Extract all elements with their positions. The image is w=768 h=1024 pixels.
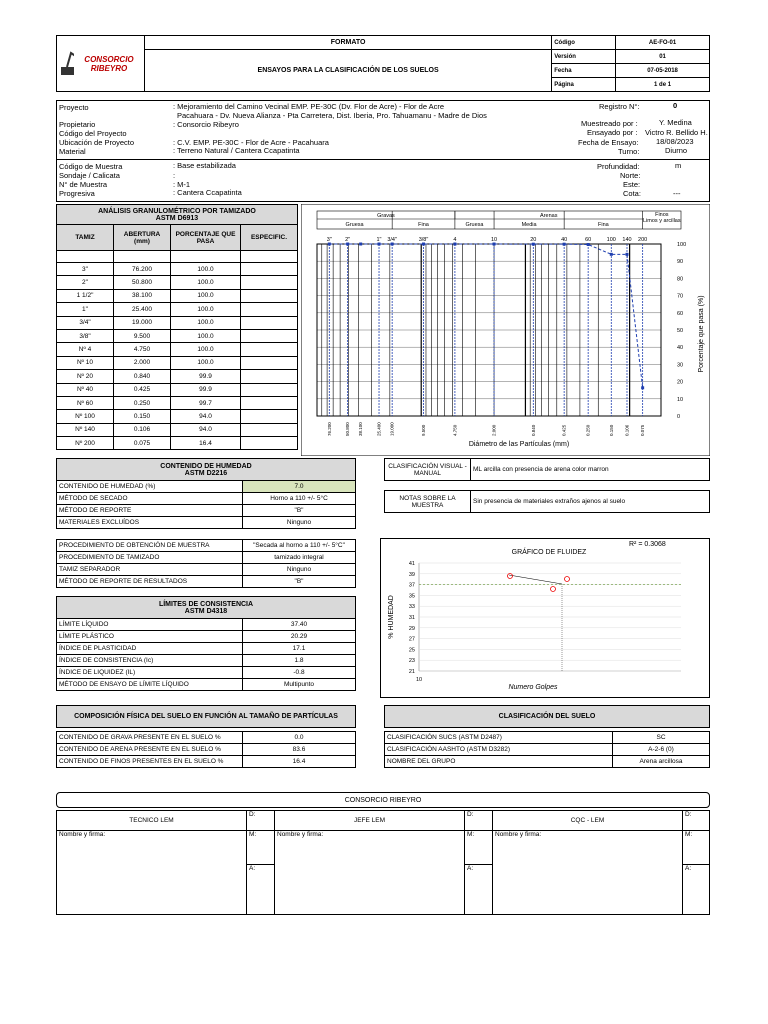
fluidez-ytick: 33 <box>408 604 415 611</box>
humedad-value: Horno a 110 +/- 5°C <box>243 493 356 505</box>
granulometria-title: ANÁLISIS GRANULOMÉTRICO POR TAMIZADO ASTM D6913 <box>57 205 298 225</box>
xtick-label: 0.425 <box>561 424 567 436</box>
limites-value: 17.1 <box>243 643 356 655</box>
tamiz-cell: Nº 20 <box>57 370 114 383</box>
sieve-top-label: 3/4" <box>387 237 397 243</box>
cqc-firma: Nombre y firma: <box>493 831 683 915</box>
sondaje-value: : <box>173 171 176 180</box>
grava-fina: Fina <box>418 222 429 228</box>
codigo-label: Código <box>552 36 616 50</box>
humedad-row <box>57 493 356 505</box>
limites-label: MÉTODO DE ENSAYO DE LÍMITE LÍQUIDO <box>57 679 243 691</box>
r2-label: R² = 0.3068 <box>629 541 666 548</box>
humedad-label: MÉTODO DE REPORTE <box>57 505 243 517</box>
curve-point <box>563 243 566 246</box>
xtick-label: 4.750 <box>452 424 458 436</box>
ytick-label: 10 <box>677 396 684 403</box>
sieve-top-label: 60 <box>585 237 592 243</box>
porcentaje-cell: 100.0 <box>171 356 241 369</box>
tamiz-cell: 3" <box>57 263 114 276</box>
logo-text: CONSORCIO RIBEYRO <box>84 54 134 73</box>
col-especif: ESPECIFIC. <box>241 225 298 251</box>
curve-point <box>391 243 394 246</box>
sieve-top-label: 10 <box>490 237 498 243</box>
sieve-top-label: 4 <box>453 237 457 243</box>
humedad-row <box>57 481 356 493</box>
curve-point <box>359 243 362 246</box>
granulometria-row <box>57 329 298 342</box>
aashto-value: A-2-6 (0) <box>613 744 710 756</box>
porcentaje-cell: 100.0 <box>171 303 241 316</box>
firmas-table: TECNICO LEM D: JEFE LEM D: CQC - LEM D: Nombre y firma: M: Nombre y firma: M: Nombre y firma: M: A: A: A: <box>56 810 710 915</box>
abertura-cell: 0.106 <box>114 423 171 436</box>
humedad-label: MÉTODO DE SECADO <box>57 493 243 505</box>
humedad-row <box>57 517 356 529</box>
limites-table <box>56 596 356 691</box>
curve-point <box>328 243 331 246</box>
procedimiento-label: PROCEDIMIENTO DE TAMIZADO <box>57 552 243 564</box>
porcentaje-cell: 100.0 <box>171 263 241 276</box>
limites-row <box>57 655 356 667</box>
abertura-cell: 25.400 <box>114 303 171 316</box>
granulometria-row <box>57 396 298 409</box>
ytick-label: 50 <box>677 328 684 334</box>
firmas-org: CONSORCIO RIBEYRO <box>56 792 710 808</box>
cota-label: Cota: <box>623 189 641 198</box>
humedad-value: "B" <box>243 505 356 517</box>
codigo-proyecto-label: Código del Proyecto <box>59 129 127 138</box>
fluidez-ytick: 27 <box>408 636 415 643</box>
granulometria-row <box>57 303 298 316</box>
curve-svg <box>301 204 710 456</box>
col-porcentaje: PORCENTAJE QUE PASA <box>171 225 241 251</box>
profundidad-value: m <box>675 161 682 170</box>
curve-point <box>346 243 349 246</box>
xtick-label: 0.840 <box>530 424 536 436</box>
ytick-label: 80 <box>677 276 684 283</box>
granulometria-row <box>57 423 298 436</box>
propietario-label: Propietario <box>59 120 96 129</box>
profundidad-label: Profundidad: <box>597 162 640 171</box>
ytick-label: 20 <box>677 379 684 386</box>
fluidez-ytick: 31 <box>408 615 415 621</box>
limites-label: ÍNDICE DE PLASTICIDAD <box>57 643 243 655</box>
xtick-label: 0.250 <box>585 424 591 436</box>
jefe-firma: Nombre y firma: <box>275 831 465 915</box>
porcentaje-cell: 16.4 <box>171 437 241 450</box>
porcentaje-cell: 99.9 <box>171 383 241 396</box>
humedad-label: MATERIALES EXCLUÍDOS <box>57 517 243 529</box>
tecnico-firma: Nombre y firma: <box>57 831 247 915</box>
sieve-top-label: 100 <box>606 237 616 243</box>
tamiz-cell: 3/8" <box>57 329 114 342</box>
excavator-icon <box>59 49 74 79</box>
grupo-label: NOMBRE DEL GRUPO <box>385 756 613 768</box>
limites-label: LÍMITE PLÁSTICO <box>57 631 243 643</box>
fluidez-xlabel: Numero Golpes <box>508 684 558 691</box>
curve-point <box>610 253 613 256</box>
fluidez-ytick: 35 <box>408 593 415 600</box>
xtick-label: 25.400 <box>376 422 382 436</box>
granulometria-row <box>57 263 298 276</box>
limites-row <box>57 679 356 691</box>
x-axis-label: Diámetro de las Partículas (mm) <box>468 441 570 448</box>
fluidez-ytick: 39 <box>408 571 415 578</box>
col-tamiz: TAMIZ <box>57 225 114 251</box>
progresiva-value: : Cantera Ccapatinta <box>173 188 242 197</box>
limos-label: Limos y arcillas <box>643 218 681 224</box>
abertura-cell: 38.100 <box>114 289 171 302</box>
curve-point <box>378 243 381 246</box>
cod-muestra-label: Código de Muestra <box>59 162 123 171</box>
procedimiento-value: "B" <box>243 576 356 588</box>
sieve-top-label: 3" <box>326 237 332 243</box>
humedad-title: CONTENIDO DE HUMEDAD ASTM D2216 <box>57 459 356 481</box>
fecha-label: Fecha <box>552 64 616 78</box>
ytick-label: 0 <box>677 414 681 420</box>
abertura-cell: 19.000 <box>114 316 171 329</box>
porcentaje-cell: 100.0 <box>171 329 241 342</box>
sondaje-label: Sondaje / Calicata <box>59 171 120 180</box>
sieve-top-label: 3/8" <box>418 237 429 243</box>
porcentaje-cell: 94.0 <box>171 410 241 423</box>
xtick-label: 76.200 <box>326 422 332 436</box>
n-muestra-value: : M-1 <box>173 180 191 189</box>
granulometria-row <box>57 383 298 396</box>
header-table <box>56 35 710 92</box>
col-abertura: ABERTURA (mm) <box>114 225 171 251</box>
tamiz-cell: 3/4" <box>57 316 114 329</box>
curve-point <box>641 386 644 389</box>
version-label: Versión <box>552 50 616 64</box>
composicion-title: COMPOSICIÓN FÍSICA DEL SUELO EN FUNCIÓN AL TAMAÑO DE PARTÍCULAS <box>57 706 356 728</box>
este-label: Este: <box>623 180 641 189</box>
arena-gruesa: Gruesa <box>465 222 484 228</box>
composicion-label: CONTENIDO DE ARENA PRESENTE EN EL SUELO % <box>57 744 243 756</box>
tamiz-cell: 1" <box>57 303 114 316</box>
ubicacion-value: : C.V. EMP. PE-30C - Flor de Acre - Pacahuara <box>173 138 329 147</box>
curve-point <box>453 243 456 246</box>
registro-label: Registro N°: <box>599 102 640 111</box>
fluidez-point <box>551 587 556 592</box>
registro-value: 0 <box>673 101 678 110</box>
procedimiento-label: PROCEDIMIENTO DE OBTENCIÓN DE MUESTRA <box>57 540 243 552</box>
ensayado-label: Ensayado por : <box>587 128 638 137</box>
material-label: Material <box>59 147 86 156</box>
composicion-table <box>56 705 356 768</box>
limites-value: 37.40 <box>243 619 356 631</box>
visual-classification <box>384 458 710 513</box>
xtick-label: 50.800 <box>345 422 351 436</box>
abertura-cell: 0.250 <box>114 396 171 409</box>
procedimiento-row <box>57 540 356 552</box>
curve-point <box>532 243 535 246</box>
sucs-value: SC <box>613 732 710 744</box>
composicion-label: CONTENIDO DE FINOS PRESENTES EN EL SUELO % <box>57 756 243 768</box>
composicion-value: 0.0 <box>243 732 356 744</box>
curve-line <box>329 244 642 388</box>
pagina-label: Página <box>552 78 616 92</box>
composicion-row <box>57 744 356 756</box>
granulometric-curve <box>301 204 710 456</box>
tamiz-cell: Nº 100 <box>57 410 114 423</box>
ensayado-value: Victro R. Bellido H. <box>645 128 708 137</box>
fluidez-ytick: 25 <box>408 647 415 654</box>
limites-label: ÍNDICE DE CONSISTENCIA (Ic) <box>57 655 243 667</box>
fluidez-ytick: 37 <box>408 582 415 589</box>
aashto-label: CLASIFICACIÓN AASHTO (ASTM D3282) <box>385 744 613 756</box>
tamiz-cell: Nº 200 <box>57 437 114 450</box>
porcentaje-cell: 99.9 <box>171 370 241 383</box>
clasif-visual-value: ML arcilla con presencia de arena color marron <box>471 459 710 481</box>
humedad-value: 7.0 <box>243 481 356 493</box>
material-value: : Terreno Natural / Cantera Ccapatinta <box>173 146 300 155</box>
ytick-label: 90 <box>677 259 684 266</box>
composicion-row <box>57 732 356 744</box>
fluidez-ytick: 29 <box>408 625 415 632</box>
procedimiento-label: MÉTODO DE REPORTE DE RESULTADOS <box>57 576 243 588</box>
curve-point <box>625 253 628 256</box>
notas-value: Sin presencia de materiales extraños ajenos al suelo <box>471 491 710 513</box>
proyecto-value-2: Pacahuara - Dv. Nueva Alianza - Pta Carretera, Dist. Iberia, Pro. Tahuamanu - Madre de Dios <box>177 111 487 120</box>
procedimiento-value: tamizado integral <box>243 552 356 564</box>
ytick-label: 60 <box>677 310 684 317</box>
project-info <box>56 100 710 202</box>
xtick-label: 9.500 <box>421 424 427 436</box>
norte-label: Norte: <box>620 171 641 180</box>
porcentaje-cell: 99.7 <box>171 396 241 409</box>
sucs-label: CLASIFICACIÓN SUCS (ASTM D2487) <box>385 732 613 744</box>
xtick-label: 0.106 <box>624 424 630 436</box>
composicion-value: 16.4 <box>243 756 356 768</box>
format-label: FORMATO <box>144 36 551 50</box>
turno-value: Diurno <box>665 146 688 155</box>
arena-fina: Fina <box>598 222 609 228</box>
arenas-label: Arenas <box>540 213 558 219</box>
muestreado-label: Muestreado por : <box>581 119 638 128</box>
composicion-row <box>57 756 356 768</box>
arena-media: Media <box>521 222 537 228</box>
procedimiento-row <box>57 552 356 564</box>
fluidez-title: GRÁFICO DE FLUIDEZ <box>511 549 587 556</box>
fecha-value: 07-05-2018 <box>616 64 710 78</box>
tecnico-label: TECNICO LEM <box>57 811 247 831</box>
ubicacion-label: Ubicación de Proyecto <box>59 138 135 147</box>
granulometria-row <box>57 316 298 329</box>
granulometria-row <box>57 356 298 369</box>
fluidez-ytick: 41 <box>408 561 415 567</box>
granulometria-row <box>57 410 298 423</box>
porcentaje-cell: 100.0 <box>171 276 241 289</box>
sieve-top-label: 2" <box>345 237 351 243</box>
abertura-cell: 76.200 <box>114 263 171 276</box>
granulometria-table <box>56 204 298 450</box>
clasificacion-title: CLASIFICACIÓN DEL SUELO <box>385 706 710 728</box>
tamiz-cell: Nº 4 <box>57 343 114 356</box>
limites-row <box>57 643 356 655</box>
progresiva-label: Progresiva <box>59 189 95 198</box>
porcentaje-cell: 100.0 <box>171 343 241 356</box>
tamiz-cell: 1 1/2" <box>57 289 114 302</box>
limites-row <box>57 667 356 679</box>
tamiz-cell: Nº 60 <box>57 396 114 409</box>
limites-label: ÍNDICE DE LIQUIDEZ (IL) <box>57 667 243 679</box>
procedimiento-value: Ninguno <box>243 564 356 576</box>
xtick-label: 0.075 <box>640 424 646 436</box>
abertura-cell: 9.500 <box>114 329 171 342</box>
abertura-cell: 50.800 <box>114 276 171 289</box>
fluidez-ylabel: % HUMEDAD <box>388 595 395 639</box>
codigo-value: AE-FO-01 <box>616 36 710 50</box>
abertura-cell: 2.000 <box>114 356 171 369</box>
fluidez-ytick: 23 <box>408 658 415 665</box>
granulometria-row <box>57 276 298 289</box>
jefe-label: JEFE LEM <box>275 811 465 831</box>
notas-label: NOTAS SOBRE LA MUESTRA <box>385 491 471 513</box>
xtick-label: 38.100 <box>358 422 364 436</box>
abertura-cell: 0.840 <box>114 370 171 383</box>
curve-point <box>422 243 425 246</box>
propietario-value: : Consorcio Ribeyro <box>173 120 239 129</box>
limites-value: 20.29 <box>243 631 356 643</box>
tamiz-cell: 2" <box>57 276 114 289</box>
ytick-label: 40 <box>677 345 684 352</box>
fluidez-point <box>565 577 570 582</box>
tamiz-cell: Nº 40 <box>57 383 114 396</box>
tamiz-cell: Nº 140 <box>57 423 114 436</box>
xtick-label: 19.000 <box>389 422 395 436</box>
cod-muestra-value: : Base estabilizada <box>173 161 236 170</box>
clasif-visual-label: CLASIFICACIÓN VISUAL - MANUAL <box>385 459 471 481</box>
humedad-table <box>56 458 356 529</box>
cqc-label: CQC - LEM <box>493 811 683 831</box>
porcentaje-cell: 100.0 <box>171 289 241 302</box>
composicion-label: CONTENIDO DE GRAVA PRESENTE EN EL SUELO % <box>57 732 243 744</box>
sieve-top-label: 40 <box>561 237 568 243</box>
ytick-label: 30 <box>677 362 684 369</box>
humedad-label: CONTENIDO DE HUMEDAD (%) <box>57 481 243 493</box>
fluidez-chart <box>380 538 710 698</box>
limites-value: -0.8 <box>243 667 356 679</box>
humedad-value: Ninguno <box>243 517 356 529</box>
limites-value: 1.8 <box>243 655 356 667</box>
procedimiento-row <box>57 576 356 588</box>
abertura-cell: 4.750 <box>114 343 171 356</box>
sieve-top-label: 200 <box>638 237 648 243</box>
xtick-label: 2.000 <box>491 424 497 436</box>
pagina-value: 1 de 1 <box>616 78 710 92</box>
granulometria-row <box>57 437 298 450</box>
muestreado-value: Y. Medina <box>659 118 692 127</box>
abertura-cell: 0.425 <box>114 383 171 396</box>
version-value: 01 <box>616 50 710 64</box>
proyecto-label: Proyecto <box>59 103 89 112</box>
abertura-cell: 0.075 <box>114 437 171 450</box>
limites-row <box>57 619 356 631</box>
fluidez-ytick: 21 <box>408 669 415 675</box>
soil-class-box <box>317 211 681 229</box>
document-title: ENSAYOS PARA LA CLASIFICACIÓN DE LOS SUELOS <box>144 50 551 92</box>
procedimiento-table <box>56 539 356 588</box>
cota-value: --- <box>673 189 681 198</box>
granulometria-row <box>57 370 298 383</box>
sieve-top-label: 20 <box>530 237 537 243</box>
finos-label: Finos <box>655 212 669 218</box>
granulometria-row <box>57 289 298 302</box>
granulometria-row <box>57 343 298 356</box>
procedimiento-row <box>57 564 356 576</box>
xtick-label: 0.150 <box>608 424 614 436</box>
logo <box>57 36 145 92</box>
curve-point <box>493 243 496 246</box>
gravas-label: Gravas <box>377 213 395 219</box>
trend-line <box>509 575 562 584</box>
fluidez-svg <box>381 539 709 697</box>
grava-gruesa: Gruesa <box>345 222 364 228</box>
sieve-top-label: 1" <box>376 237 382 243</box>
n-muestra-label: N° de Muestra <box>59 180 108 189</box>
turno-label: Turno: <box>618 147 640 156</box>
composicion-value: 83.6 <box>243 744 356 756</box>
fluidez-point <box>508 574 513 579</box>
sieve-top-label: 140 <box>622 237 632 243</box>
fluidez-xtick: 10 <box>415 677 423 683</box>
humedad-row <box>57 505 356 517</box>
grupo-value: Arena arcillosa <box>613 756 710 768</box>
limites-label: LÍMITE LÍQUIDO <box>57 619 243 631</box>
limites-row <box>57 631 356 643</box>
porcentaje-cell: 94.0 <box>171 423 241 436</box>
clasificacion-table <box>384 705 710 768</box>
tamiz-cell: Nº 10 <box>57 356 114 369</box>
procedimiento-value: "Secada al horno a 110 +/- 5°C" <box>243 540 356 552</box>
curve-point <box>587 243 590 246</box>
ytick-label: 100 <box>677 242 687 248</box>
limites-value: Multipunto <box>243 679 356 691</box>
procedimiento-label: TAMIZ SEPARADOR <box>57 564 243 576</box>
ytick-label: 70 <box>677 293 684 300</box>
porcentaje-cell: 100.0 <box>171 316 241 329</box>
proyecto-value: : Mejoramiento del Camino Vecinal EMP. PE-30C (Dv. Flor de Acre) - Flor de Acre <box>173 102 445 111</box>
y-axis-label: Porcentaje que pasa (%) <box>698 295 705 373</box>
abertura-cell: 0.150 <box>114 410 171 423</box>
limites-title: LÍMITES DE CONSISTENCIA ASTM D4318 <box>57 597 356 619</box>
fecha-ensayo-value: 18/08/2023 <box>656 137 694 146</box>
fecha-ensayo-label: Fecha de Ensayo: <box>578 138 639 147</box>
